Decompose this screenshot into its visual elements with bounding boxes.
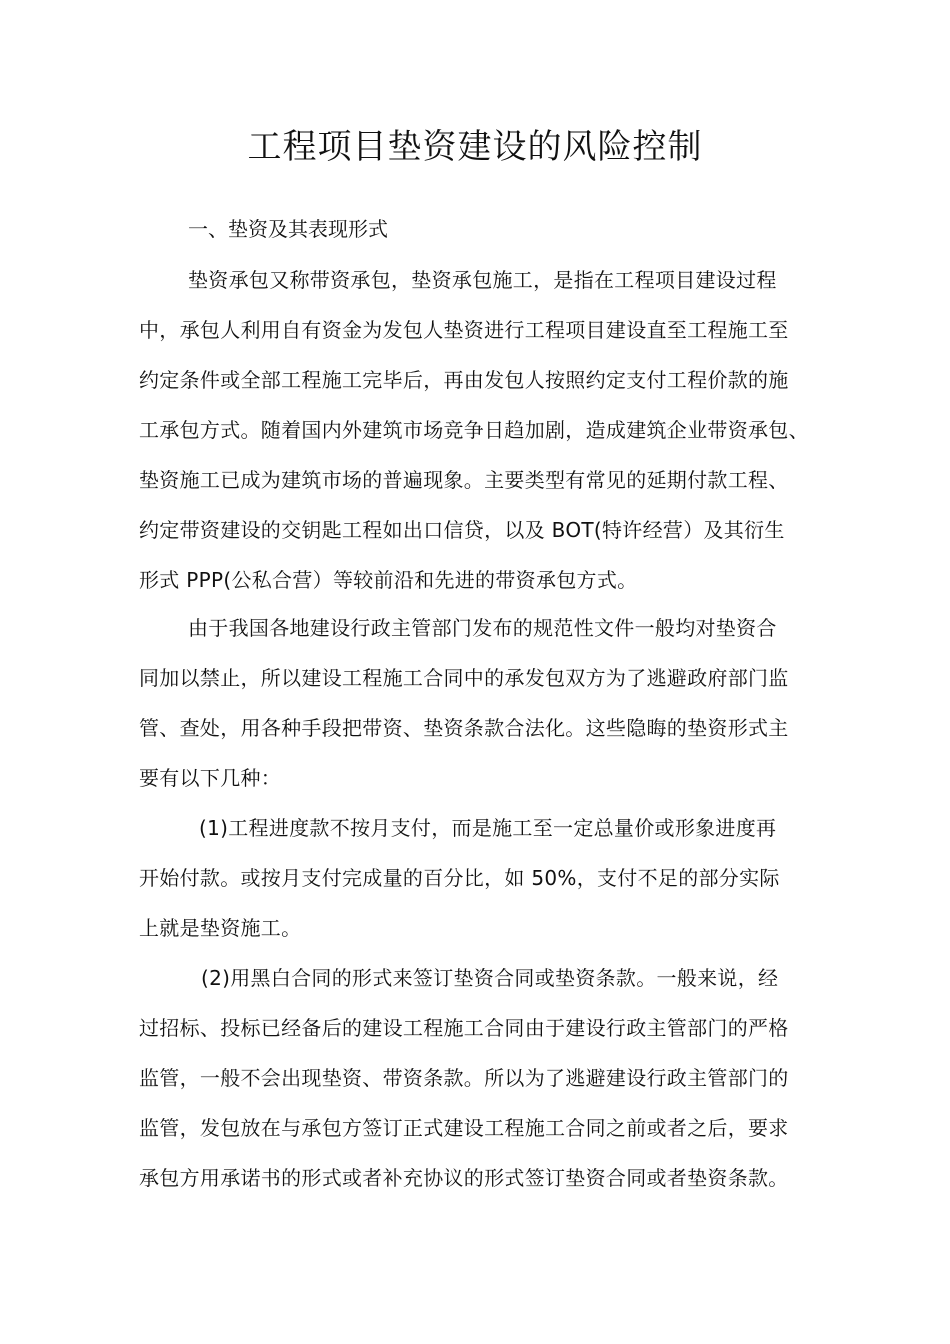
paragraph-line: 上就是垫资施工。 — [139, 916, 302, 940]
paragraph-line: 要有以下几种： — [139, 766, 282, 790]
paragraph-line: 中，承包人利用自有资金为发包人垫资进行工程项目建设直至工程施工至 — [139, 318, 789, 342]
paragraph-line: 同加以禁止，所以建设工程施工合同中的承发包双方为了逃避政府部门监 — [139, 666, 789, 690]
paragraph-line: 垫资施工已成为建筑市场的普遍现象。主要类型有常见的延期付款工程、 — [139, 468, 789, 492]
paragraph-1 — [139, 265, 809, 615]
paragraph-line: 监管，一般不会出现垫资、带资条款。所以为了逃避建设行政主管部门的 — [139, 1066, 789, 1090]
paragraph-line: 开始付款。或按月支付完成量的百分比，如 50%，支付不足的部分实际 — [139, 866, 780, 890]
paragraph-line: 约定带资建设的交钥匙工程如出口信贷，以及 BOT(特许经营）及其衍生 — [139, 518, 785, 542]
paragraph-line: 形式 PPP(公私合营）等较前沿和先进的带资承包方式。 — [139, 568, 638, 592]
paragraph-line: 承包方用承诺书的形式或者补充协议的形式签订垫资合同或者垫资条款。 — [139, 1166, 789, 1190]
paragraph-line: 工承包方式。随着国内外建筑市场竞争日趋加剧，造成建筑企业带资承包、 — [139, 418, 809, 442]
paragraph-line: 管、查处，用各种手段把带资、垫资条款合法化。这些隐晦的垫资形式主 — [139, 716, 789, 740]
document-title: 工程项目垫资建设的风险控制 — [247, 127, 703, 167]
section-heading: 一、垫资及其表现形式 — [188, 217, 388, 241]
paragraph-4 — [139, 963, 789, 1213]
paragraph-line: (2)用黑白合同的形式来签订垫资合同或垫资条款。一般来说，经 — [201, 966, 779, 990]
paragraph-line: 约定条件或全部工程施工完毕后，再由发包人按照约定支付工程价款的施 — [139, 368, 789, 392]
paragraph-line: 过招标、投标已经备后的建设工程施工合同由于建设行政主管部门的严格 — [139, 1016, 789, 1040]
paragraph-line: 监管，发包放在与承包方签订正式建设工程施工合同之前或者之后，要求 — [139, 1116, 789, 1140]
paragraph-line: 垫资承包又称带资承包，垫资承包施工，是指在工程项目建设过程 — [188, 268, 777, 292]
paragraph-line: (1)工程进度款不按月支付，而是施工至一定总量价或形象进度再 — [199, 816, 777, 840]
paragraph-line: 由于我国各地建设行政主管部门发布的规范性文件一般均对垫资合 — [188, 616, 777, 640]
paragraph-3 — [139, 813, 780, 963]
paragraph-2 — [139, 613, 789, 813]
